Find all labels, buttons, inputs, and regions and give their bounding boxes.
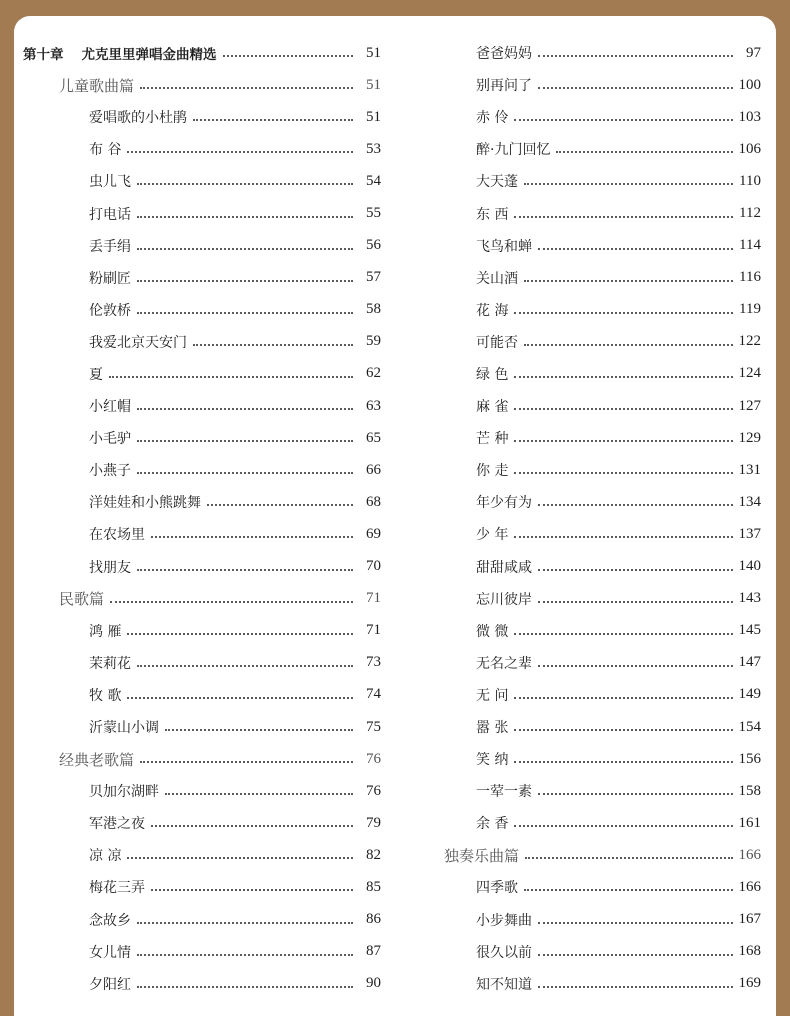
dot-leader: [556, 151, 732, 153]
song-title: 飞鸟和蝉: [476, 238, 532, 255]
page-number: 56: [366, 237, 381, 254]
toc-song-entry: [444, 294, 761, 326]
dot-leader: [514, 408, 732, 410]
dot-leader: [514, 825, 732, 827]
song-title: 粉刷匠: [89, 270, 131, 287]
dot-leader: [538, 569, 733, 571]
page-number: 166: [738, 878, 761, 895]
song-title: 笑 纳: [476, 752, 509, 769]
page-number: 66: [366, 461, 381, 478]
toc-section-entry: [23, 743, 381, 775]
toc-song-entry: [444, 390, 761, 422]
dot-leader: [137, 665, 353, 667]
dot-leader: [514, 633, 732, 635]
page-number: 76: [366, 782, 381, 799]
dot-leader: [514, 119, 732, 121]
dot-leader: [514, 536, 732, 538]
page-number: 86: [366, 911, 381, 928]
toc-song-entry: [444, 37, 761, 69]
toc-song-entry: [23, 358, 381, 390]
toc-song-entry: [444, 69, 761, 101]
page-number: 127: [738, 397, 761, 414]
toc-song-entry: [23, 165, 381, 197]
toc-song-entry: [23, 518, 381, 550]
dot-leader: [165, 729, 353, 731]
page-number: 71: [366, 622, 381, 639]
toc-song-entry: [444, 197, 761, 229]
dot-leader: [140, 87, 353, 89]
toc-song-entry: [444, 262, 761, 294]
toc-song-entry: [444, 583, 761, 615]
toc-song-entry: [444, 165, 761, 197]
song-title: 找朋友: [89, 559, 131, 576]
song-title: 无 问: [476, 687, 509, 704]
page-number: 75: [366, 718, 381, 735]
song-title: 小毛驴: [89, 431, 131, 448]
song-title: 凉 凉: [89, 848, 122, 865]
dot-leader: [538, 601, 733, 603]
dot-leader: [127, 151, 353, 153]
page-number: 169: [738, 975, 761, 992]
page-number: 62: [366, 365, 381, 382]
page-number: 73: [366, 654, 381, 671]
page-number: 71: [366, 590, 381, 607]
dot-leader: [207, 504, 353, 506]
page-number: 82: [366, 846, 381, 863]
toc-song-entry: [23, 871, 381, 903]
page-number: 63: [366, 397, 381, 414]
dot-leader: [137, 280, 353, 282]
song-title: 女儿情: [89, 944, 131, 961]
page-number: 134: [738, 493, 761, 510]
page-number: 161: [738, 814, 761, 831]
dot-leader: [514, 312, 733, 314]
song-title: 军港之夜: [89, 816, 145, 833]
song-title: 丢手绢: [89, 238, 131, 255]
toc-song-entry: [444, 807, 761, 839]
section-title: 民歌篇: [59, 590, 105, 609]
section-title: 经典老歌篇: [59, 750, 135, 769]
toc-section-entry: [444, 839, 761, 871]
toc-song-entry: [23, 197, 381, 229]
song-title: 虫儿飞: [89, 174, 131, 191]
dot-leader: [514, 216, 733, 218]
page-number: 59: [366, 333, 381, 350]
toc-song-entry: [444, 711, 761, 743]
song-title: 茉莉花: [89, 655, 131, 672]
toc-song-entry: [444, 486, 761, 518]
dot-leader: [137, 472, 353, 474]
song-title: 甜甜咸咸: [476, 559, 532, 576]
song-title: 贝加尔湖畔: [89, 784, 159, 801]
dot-leader: [538, 504, 733, 506]
song-title: 小红帽: [89, 399, 131, 416]
page-number: 112: [739, 205, 761, 222]
toc-song-entry: [23, 679, 381, 711]
toc-song-entry: [23, 615, 381, 647]
dot-leader: [538, 922, 733, 924]
page-number: 154: [738, 718, 761, 735]
dot-leader: [193, 119, 353, 121]
page-number: 100: [738, 76, 761, 93]
dot-leader: [514, 376, 732, 378]
page-number: 51: [366, 44, 381, 61]
toc-chapter-entry: [23, 37, 381, 69]
page-number: 76: [366, 750, 381, 767]
song-title: 梅花三弄: [89, 880, 145, 897]
dot-leader: [137, 408, 353, 410]
page-number: 131: [738, 461, 761, 478]
dot-leader: [151, 536, 353, 538]
toc-song-entry: [23, 551, 381, 583]
page-number: 57: [366, 269, 381, 286]
toc-song-entry: [444, 775, 761, 807]
page-number: 168: [738, 943, 761, 960]
dot-leader: [137, 248, 353, 250]
song-title: 鸿 雁: [89, 623, 122, 640]
song-title: 牧 歌: [89, 687, 122, 704]
toc-song-entry: [444, 422, 761, 454]
toc-song-entry: [444, 647, 761, 679]
toc-song-entry: [444, 133, 761, 165]
page-number: 70: [366, 558, 381, 575]
page-number: 106: [738, 140, 761, 157]
dot-leader: [127, 633, 353, 635]
song-title: 布 谷: [89, 142, 122, 159]
song-title: 沂蒙山小调: [89, 720, 159, 737]
song-title: 夏: [89, 366, 103, 383]
song-title: 打电话: [89, 206, 131, 223]
page-number: 143: [738, 590, 761, 607]
song-title: 小步舞曲: [476, 912, 532, 929]
page-number: 54: [366, 172, 381, 189]
toc-song-entry: [23, 101, 381, 133]
dot-leader: [514, 729, 732, 731]
song-title: 芒 种: [476, 431, 509, 448]
dot-leader: [137, 183, 353, 185]
song-title: 伦敦桥: [89, 302, 131, 319]
toc-song-entry: [23, 486, 381, 518]
dot-leader: [524, 889, 733, 891]
song-title: 爸爸妈妈: [476, 46, 532, 63]
page-number: 79: [366, 814, 381, 831]
dot-leader: [137, 954, 353, 956]
page-number: 90: [366, 975, 381, 992]
song-title: 很久以前: [476, 944, 532, 961]
page-number: 114: [739, 237, 761, 254]
toc-song-entry: [444, 326, 761, 358]
song-title: 余 香: [476, 816, 509, 833]
page-number: 51: [366, 76, 381, 93]
dot-leader: [151, 825, 353, 827]
toc-song-entry: [444, 358, 761, 390]
toc-section-entry: [23, 583, 381, 615]
page-number: 103: [738, 108, 761, 125]
song-title: 年少有为: [476, 495, 532, 512]
dot-leader: [223, 55, 354, 57]
dot-leader: [524, 344, 733, 346]
dot-leader: [525, 857, 732, 859]
dot-leader: [137, 986, 353, 988]
section-title: 独奏乐曲篇: [444, 846, 520, 865]
dot-leader: [127, 697, 353, 699]
toc-song-entry: [444, 454, 761, 486]
toc-song-entry: [23, 936, 381, 968]
song-title: 夕阳红: [89, 976, 131, 993]
song-title: 四季歌: [476, 880, 518, 897]
toc-song-entry: [23, 807, 381, 839]
toc-song-entry: [444, 904, 761, 936]
page-number: 156: [738, 750, 761, 767]
toc-song-entry: [23, 390, 381, 422]
section-title: 儿童歌曲篇: [59, 76, 135, 95]
dot-leader: [137, 922, 353, 924]
song-title: 你 走: [476, 463, 509, 480]
page-number: 110: [739, 172, 761, 189]
dot-leader: [538, 986, 733, 988]
page-number: 147: [738, 654, 761, 671]
toc-song-entry: [23, 904, 381, 936]
page-number: 68: [366, 493, 381, 510]
chapter-number: 第十章: [23, 47, 64, 64]
song-title: 无名之辈: [476, 655, 532, 672]
toc-song-entry: [444, 871, 761, 903]
toc-song-entry: [444, 743, 761, 775]
dot-leader: [538, 793, 733, 795]
song-title: 在农场里: [89, 527, 145, 544]
dot-leader: [137, 216, 353, 218]
song-title: 少 年: [476, 527, 509, 544]
dot-leader: [538, 248, 733, 250]
song-title: 一荤一素: [476, 784, 532, 801]
song-title: 醉·九门回忆: [476, 142, 551, 159]
dot-leader: [109, 376, 353, 378]
song-title: 微 微: [476, 623, 509, 640]
dot-leader: [137, 312, 353, 314]
page-number: 97: [746, 44, 761, 61]
page-number: 129: [738, 429, 761, 446]
song-title: 洋娃娃和小熊跳舞: [89, 495, 201, 512]
dot-leader: [137, 440, 353, 442]
toc-song-entry: [444, 230, 761, 262]
toc-section-entry: [23, 69, 381, 101]
page-number: 53: [366, 140, 381, 157]
toc-song-entry: [23, 711, 381, 743]
toc-song-entry: [444, 615, 761, 647]
page-number: 166: [738, 846, 761, 863]
toc-song-entry: [23, 230, 381, 262]
page-number: 65: [366, 429, 381, 446]
dot-leader: [151, 889, 353, 891]
page-number: 137: [738, 525, 761, 542]
page-number: 116: [739, 269, 761, 286]
song-title: 小燕子: [89, 463, 131, 480]
toc-song-entry: [23, 968, 381, 1000]
song-title: 我爱北京天安门: [89, 334, 187, 351]
dot-leader: [514, 440, 732, 442]
toc-song-entry: [23, 326, 381, 358]
toc-left-column: [23, 37, 381, 1000]
dot-leader: [165, 793, 353, 795]
page-number: 85: [366, 878, 381, 895]
page-number: 69: [366, 525, 381, 542]
song-title: 关山酒: [476, 270, 518, 287]
page-number: 124: [738, 365, 761, 382]
toc-song-entry: [444, 518, 761, 550]
page-number: 74: [366, 686, 381, 703]
toc-song-entry: [444, 968, 761, 1000]
page-number: 145: [738, 622, 761, 639]
song-title: 花 海: [476, 302, 509, 319]
chapter-heading: [23, 43, 217, 63]
song-title: 绿 色: [476, 366, 509, 383]
toc-song-entry: [23, 647, 381, 679]
toc-song-entry: [444, 101, 761, 133]
chapter-title: 尤克里里弹唱金曲精选: [81, 47, 217, 64]
toc-song-entry: [23, 133, 381, 165]
song-title: 麻 雀: [476, 399, 509, 416]
page-number: 149: [738, 686, 761, 703]
toc-song-entry: [23, 839, 381, 871]
toc-song-entry: [23, 422, 381, 454]
song-title: 东 西: [476, 206, 509, 223]
song-title: 赤 伶: [476, 110, 509, 127]
dot-leader: [538, 87, 733, 89]
dot-leader: [538, 665, 733, 667]
toc-song-entry: [23, 454, 381, 486]
toc-right-column: [444, 37, 761, 1000]
song-title: 嚣 张: [476, 720, 509, 737]
song-title: 大天蓬: [476, 174, 518, 191]
toc-song-entry: [444, 679, 761, 711]
dot-leader: [137, 569, 353, 571]
dot-leader: [514, 761, 732, 763]
song-title: 念故乡: [89, 912, 131, 929]
toc-song-entry: [23, 294, 381, 326]
page-number: 58: [366, 301, 381, 318]
page-number: 167: [738, 911, 761, 928]
toc-page: [14, 16, 776, 1016]
dot-leader: [524, 280, 733, 282]
page-number: 122: [738, 333, 761, 350]
song-title: 忘川彼岸: [476, 591, 532, 608]
dot-leader: [514, 472, 732, 474]
page-number: 55: [366, 205, 381, 222]
dot-leader: [110, 601, 353, 603]
page-number: 158: [738, 782, 761, 799]
toc-song-entry: [23, 262, 381, 294]
toc-song-entry: [444, 936, 761, 968]
dot-leader: [193, 344, 353, 346]
dot-leader: [140, 761, 353, 763]
song-title: 可能否: [476, 334, 518, 351]
toc-song-entry: [444, 551, 761, 583]
page-number: 51: [366, 108, 381, 125]
page-number: 140: [738, 558, 761, 575]
dot-leader: [127, 857, 353, 859]
dot-leader: [514, 697, 732, 699]
song-title: 别再问了: [476, 78, 532, 95]
toc-song-entry: [23, 775, 381, 807]
song-title: 知不知道: [476, 976, 532, 993]
dot-leader: [538, 954, 733, 956]
song-title: 爱唱歌的小杜鹃: [89, 110, 187, 127]
page-number: 87: [366, 943, 381, 960]
dot-leader: [524, 183, 733, 185]
dot-leader: [538, 55, 733, 57]
page-number: 119: [739, 301, 761, 318]
